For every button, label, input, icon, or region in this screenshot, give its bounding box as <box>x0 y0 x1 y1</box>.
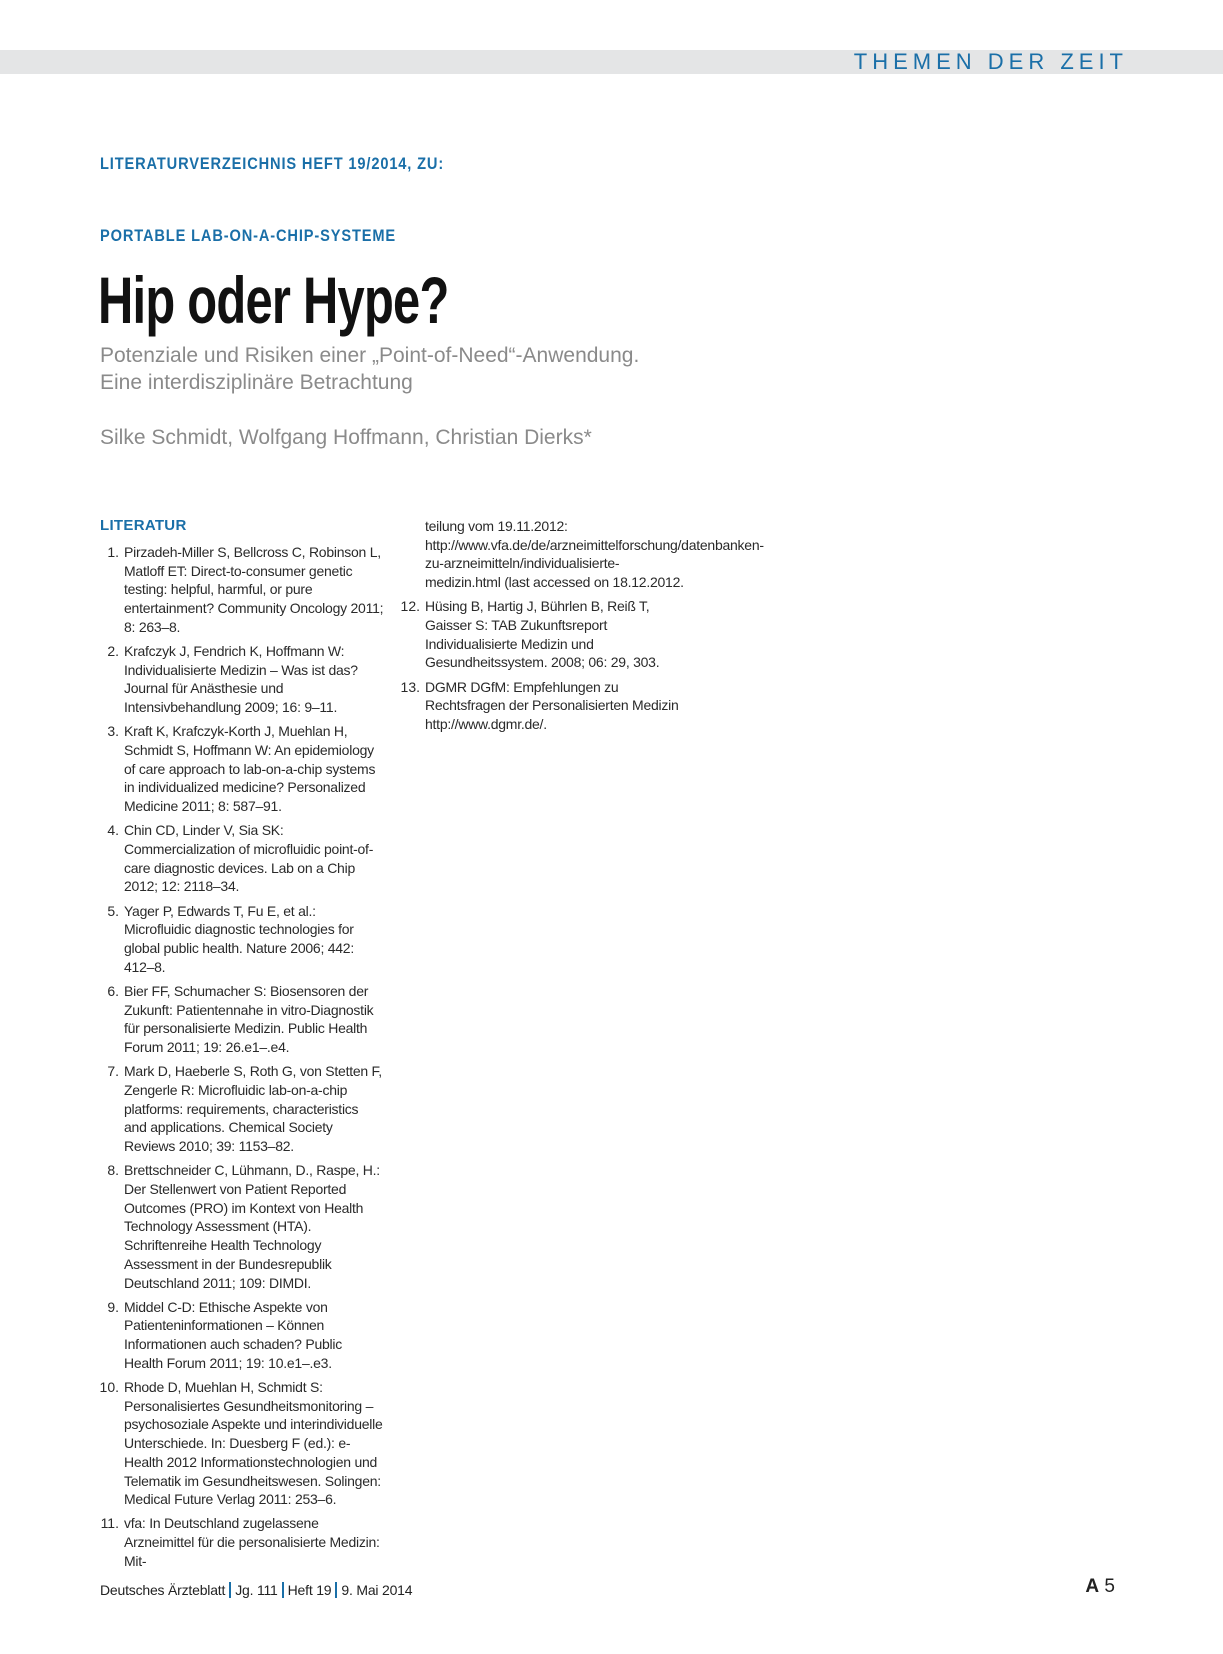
reference-number: 11. <box>100 1515 119 1532</box>
reference-number: 3. <box>107 723 119 740</box>
journal-issue: Heft 19 <box>287 1582 332 1598</box>
reference-number: 8. <box>107 1162 119 1179</box>
reference-item <box>92 1378 384 1509</box>
reference-item <box>92 543 384 637</box>
reference-text: vfa: In Deutschland zugelassene Arzneimittel für die personalisierte Medizin: Mit- <box>124 1515 380 1569</box>
reference-item-continued <box>393 517 764 592</box>
article-authors: Silke Schmidt, Wolfgang Hoffmann, Christian Dierks* <box>100 426 592 449</box>
reference-item <box>393 678 693 734</box>
page-footer <box>100 1582 412 1598</box>
article-title: Hip oder Hype? <box>98 263 449 337</box>
issue-date: 9. Mai 2014 <box>341 1582 413 1598</box>
reference-number: 2. <box>107 643 119 660</box>
reference-text: Krafczyk J, Fendrich K, Hoffmann W: Individualisierte Medizin – Was ist das? Journal für Anästhesie und Intensivbehandlung 2009; 16: 9–11. <box>124 643 358 716</box>
reference-number: 5. <box>107 902 119 919</box>
reference-item <box>393 597 693 672</box>
reference-number: 4. <box>107 822 119 839</box>
reference-number: 12. <box>400 598 420 615</box>
reference-item <box>92 642 384 717</box>
page-number <box>1085 1576 1115 1598</box>
footer-separator <box>229 1582 231 1598</box>
reference-number: 9. <box>107 1298 119 1315</box>
reference-text: Yager P, Edwards T, Fu E, et al.: Microfluidic diagnostic technologies for global public health. Nature 2006; 442: 412–8. <box>124 902 354 975</box>
reference-text: DGMR DGfM: Empfehlungen zu Rechtsfragen der Personalisierten Medizin http://www.dgmr.de/. <box>425 678 679 733</box>
reference-text: Rhode D, Muehlan H, Schmidt S: Personalisiertes Gesundheitsmonitoring – psychosoziale Aspekte und interindividuelle Unterschiede. In: Duesberg F (ed.): e-Health 2012 Informationstechnologien und Telematik im Gesundheitswesen. Solingen: Medical Future Verlag 2011: 253–6. <box>124 1379 383 1508</box>
footer-separator <box>335 1582 337 1598</box>
reference-number: 6. <box>107 982 119 999</box>
reference-text: Mark D, Haeberle S, Roth G, von Stetten F, Zengerle R: Microfluidic lab-on-a-chip platforms: requirements, characteristics and applications. Chemical Society Reviews 2010; 39: 1153–82. <box>124 1063 382 1155</box>
section-label: THEMEN DER ZEIT <box>853 49 1128 74</box>
reference-item <box>92 1062 384 1156</box>
page-letter: A <box>1085 1576 1100 1597</box>
journal-name: Deutsches Ärzteblatt <box>100 1582 226 1598</box>
reference-text: teilung vom 19.11.2012: http://www.vfa.de/de/arzneimittelforschung/datenbanken-zu-arzneimitteln/individualisierte-medizin.html (last accessed on 18.12.2012. <box>425 518 764 591</box>
reference-text: Hüsing B, Hartig J, Bührlen B, Reiß T, Gaisser S: TAB Zukunftsreport Individualisierte Medizin und Gesundheitssystem. 2008; 06: 29, 303. <box>425 598 660 671</box>
reference-number: 10. <box>99 1379 119 1396</box>
reference-item <box>92 821 384 896</box>
reference-item <box>92 902 384 977</box>
reference-item <box>92 982 384 1057</box>
reference-number: 13. <box>400 678 420 695</box>
kicker-issue: LITERATURVERZEICHNIS HEFT 19/2014, ZU: <box>100 154 445 173</box>
subtitle-line-1: Potenziale und Risiken einer „Point-of-Need“-Anwendung. <box>100 344 640 367</box>
reference-list-right <box>393 517 764 739</box>
reference-text: Brettschneider C, Lühmann, D., Raspe, H.: Der Stellenwert von Patient Reported Outcomes (PRO) im Kontext von Health Technology Assessment (HTA). Schriftenreihe Health Technology Assessment in der Bundesrepublik Deutschland 2011; 109: DIMDI. <box>124 1162 380 1291</box>
reference-text: Chin CD, Linder V, Sia SK: Commercialization of microfluidic point-of-care diagnostic devices. Lab on a Chip 2012; 12: 2118–34. <box>124 822 374 895</box>
reference-item <box>92 1161 384 1292</box>
reference-text: Pirzadeh-Miller S, Bellcross C, Robinson L, Matloff ET: Direct-to-consumer genetic testing: helpful, harmful, or pure entertainment? Community Oncology 2011; 8: 263–8. <box>124 544 384 635</box>
reference-item <box>92 1298 384 1373</box>
footer-separator <box>282 1582 284 1598</box>
article-subtitle <box>100 342 800 396</box>
reference-item <box>92 722 384 816</box>
reference-item <box>92 1514 384 1570</box>
page-digit: 5 <box>1104 1576 1115 1597</box>
literature-heading: LITERATUR <box>100 517 187 534</box>
reference-list-left <box>92 543 384 1576</box>
reference-number: 1. <box>107 544 119 560</box>
journal-volume: Jg. 111 <box>235 1582 278 1598</box>
kicker-topic: PORTABLE LAB-ON-A-CHIP-SYSTEME <box>100 226 397 245</box>
reference-text: Kraft K, Krafczyk-Korth J, Muehlan H, Schmidt S, Hoffmann W: An epidemiology of care approach to lab-on-a-chip systems in individualized medicine? Personalized Medicine 2011; 8: 587–91. <box>124 723 376 815</box>
subtitle-line-2: Eine interdisziplinäre Betrachtung <box>100 371 413 394</box>
reference-number: 7. <box>107 1063 119 1080</box>
reference-text: Middel C-D: Ethische Aspekte von Patienteninformationen – Können Informationen auch schaden? Public Health Forum 2011; 19: 10.e1–.e3. <box>124 1298 342 1371</box>
reference-text: Bier FF, Schumacher S: Biosensoren der Zukunft: Patientennahe in vitro-Diagnostik für personalisierte Medizin. Public Health Forum 2011; 19: 26.e1–.e4. <box>124 982 374 1056</box>
